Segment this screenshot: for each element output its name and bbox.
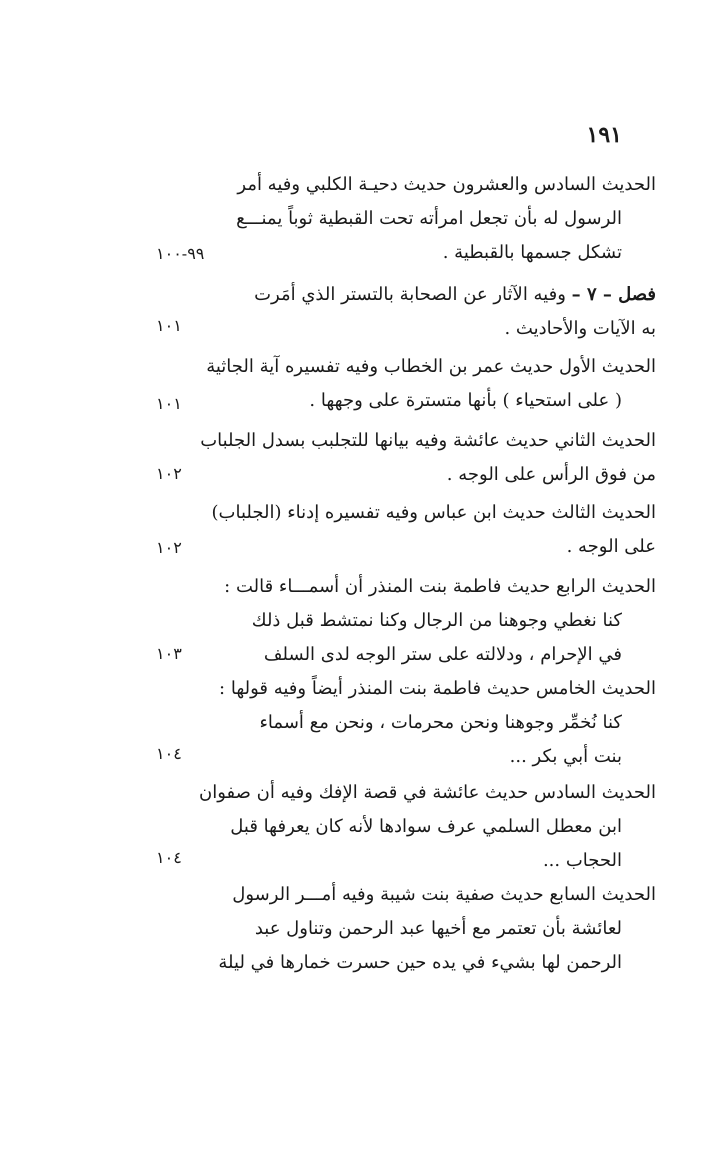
- page-reference: ١٠٢: [156, 538, 182, 557]
- page-reference: ٩٩-١٠٠: [156, 244, 205, 263]
- index-entry: [199, 776, 656, 878]
- index-entry: [219, 672, 656, 774]
- index-entry: [226, 570, 656, 672]
- section-lead: فصل – ٧ –: [571, 284, 656, 305]
- page-reference: ١٠٢: [156, 464, 182, 483]
- entry-line: لعائشة بأن تعتمر مع أخيها عبد الرحمن وتناول عبد: [254, 918, 622, 939]
- entry-line: به الآيات والأحاديث .: [504, 318, 656, 339]
- entry-line: كنا نُخمِّر وجوهنا ونحن محرمات ، ونحن مع أسماء: [259, 712, 622, 733]
- entry-line: الحديث الثالث حديث ابن عباس وفيه تفسيره إدناء (الجلباب): [211, 502, 656, 523]
- page-number: ١٩١: [586, 122, 622, 148]
- page-reference: ١٠٤: [156, 848, 182, 867]
- entry-line: [226, 278, 656, 312]
- entry-line: في الإحرام ، ودلالته على ستر الوجه لدى السلف: [263, 644, 622, 665]
- page-reference: ١٠١: [156, 394, 182, 413]
- index-entry: [218, 878, 656, 980]
- entry-line: الرسول له بأن تجعل امرأته تحت القبطية ثوباً يمنـــع: [236, 208, 622, 229]
- entry-line: الحديث السابع حديث صفية بنت شيبة وفيه أمـــر الرسول: [232, 884, 656, 905]
- index-entry: [200, 424, 656, 492]
- entry-line-text: وفيه الآثار عن الصحابة بالتستر الذي أمَرت: [254, 284, 566, 305]
- index-entry: [211, 496, 656, 564]
- entry-line: ابن معطل السلمي عرف سوادها لأنه كان يعرفها قبل: [230, 816, 622, 837]
- entry-line: الحديث الخامس حديث فاطمة بنت المنذر أيضاً وفيه قولها :: [219, 678, 656, 699]
- entry-line: الحديث الثاني حديث عائشة وفيه بيانها للتجلبب بسدل الجلباب: [200, 430, 656, 451]
- index-entry: [206, 350, 656, 418]
- entry-line: الحديث الرابع حديث فاطمة بنت المنذر أن أسمـــاء قالت :: [224, 576, 656, 597]
- entry-line: الحديث الأول حديث عمر بن الخطاب وفيه تفسيره آية الجاثية: [206, 356, 656, 377]
- entry-line: الحجاب ...: [542, 850, 622, 871]
- entry-line: الرحمن لها بشيء في يده حين حسرت خمارها في ليلة: [218, 952, 622, 973]
- page-reference: ١٠٤: [156, 744, 182, 763]
- entry-line: من فوق الرأس على الوجه .: [446, 464, 656, 485]
- entry-line: الحديث السادس حديث عائشة في قصة الإفك وفيه أن صفوان: [199, 782, 656, 803]
- page-reference: ١٠١: [156, 316, 182, 335]
- entry-line: تشكل جسمها بالقبطية .: [442, 242, 622, 263]
- page-reference: ١٠٣: [156, 644, 182, 663]
- index-entry: [226, 168, 656, 270]
- entry-line: بنت أبي بكر ...: [509, 746, 622, 767]
- entry-line: ( على استحياء ) بأنها متسترة على وجهها .: [309, 390, 622, 411]
- entry-line: كنا نغطي وجوهنا من الرجال وكنا نمتشط قبل ذلك: [251, 610, 622, 631]
- entry-line: الحديث السادس والعشرون حديث دحيـة الكلبي وفيه أمر: [237, 174, 656, 195]
- entry-line: على الوجه .: [566, 536, 656, 557]
- index-entry: [226, 278, 656, 346]
